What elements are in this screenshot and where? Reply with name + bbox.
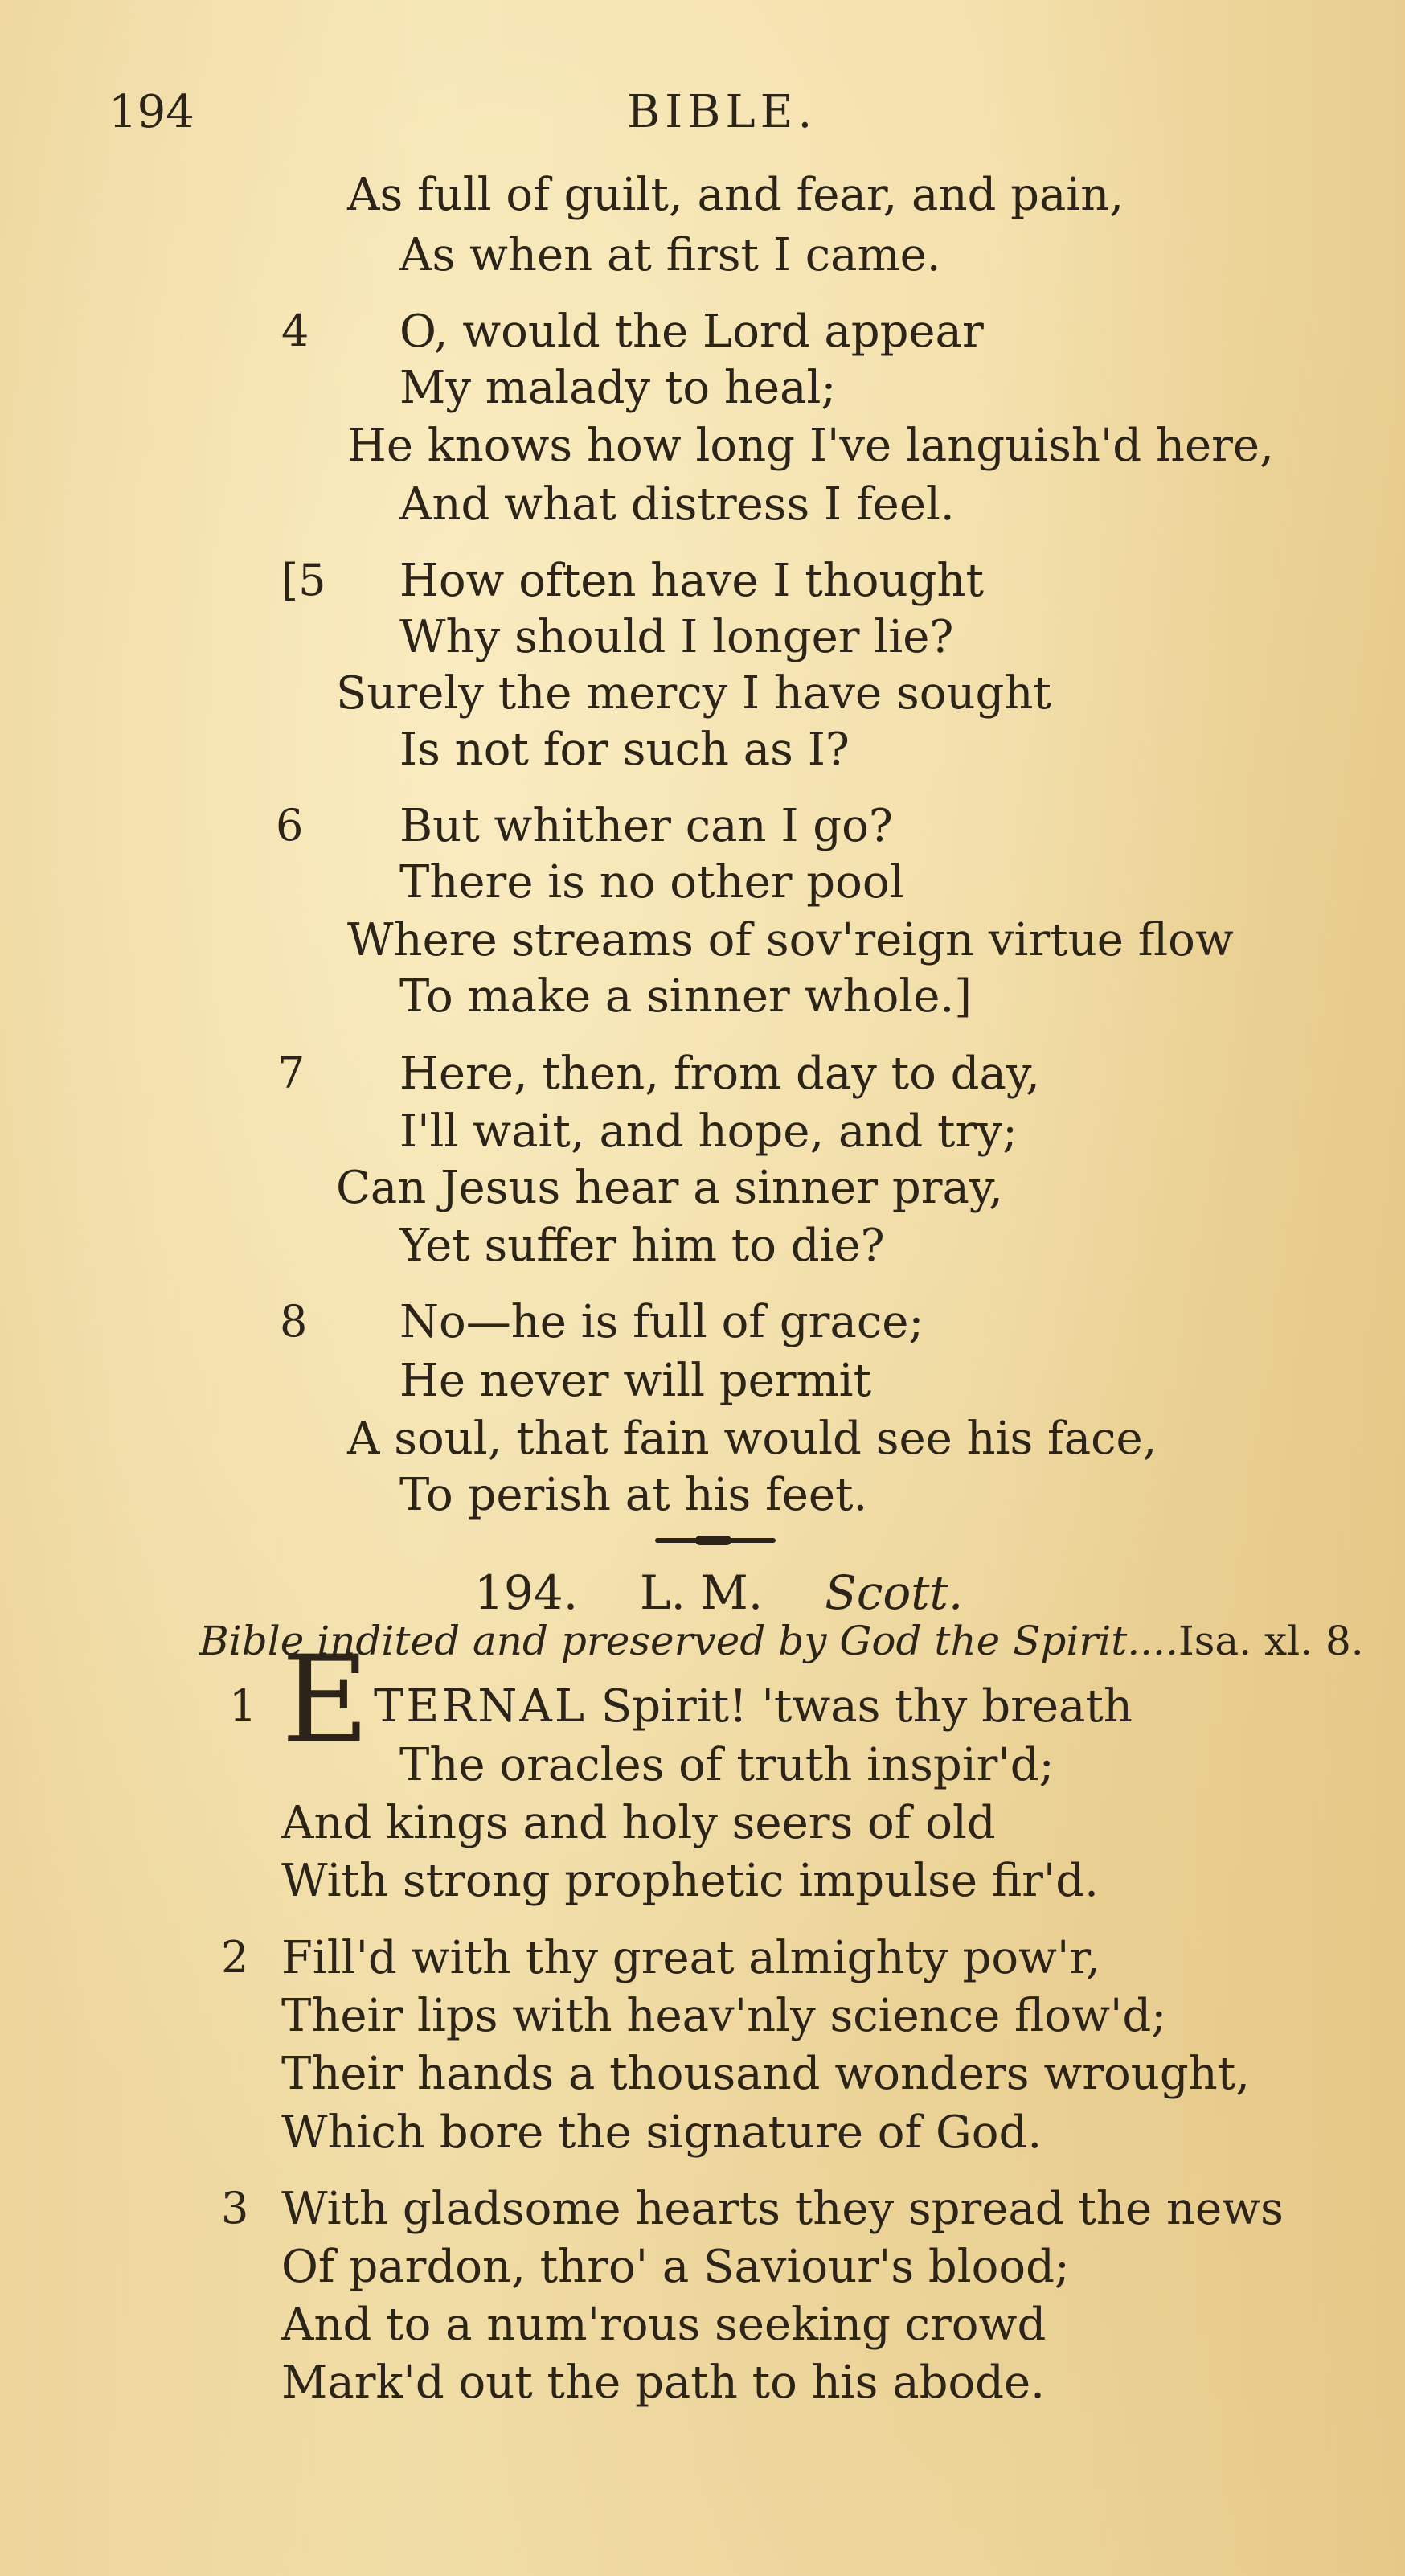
verse-line: With strong prophetic impulse fir'd. <box>281 1855 1099 1907</box>
verse-line: Which bore the signature of God. <box>281 2106 1042 2159</box>
drop-cap: E <box>281 1631 370 1770</box>
verse-line <box>374 1680 1133 1733</box>
running-title: BIBLE. <box>627 86 817 138</box>
verse-line: Of pardon, thro' a Saviour's blood; <box>281 2241 1070 2293</box>
verse-line: My malady to heal; <box>399 362 837 414</box>
verse-line: And to a num'rous seeking crowd <box>281 2299 1047 2351</box>
hymn-heading <box>474 1565 964 1620</box>
verse-number: [5 <box>281 555 326 605</box>
verse-line: Yet suffer him to die? <box>399 1220 885 1272</box>
verse-number: 6 <box>276 800 304 851</box>
hymn-meter: L. M. <box>640 1565 764 1620</box>
verse-line: O, would the Lord appear <box>399 306 984 358</box>
first-word-rest: TERNAL <box>374 1680 588 1733</box>
verse-line: To make a sinner whole.] <box>399 970 972 1023</box>
verse-line: Where streams of sov'reign virtue flow <box>347 914 1234 966</box>
verse-line: Can Jesus hear a sinner pray, <box>336 1162 1003 1214</box>
scripture-reference: Isa. xl. 8. <box>1178 1618 1364 1664</box>
verse-number: 7 <box>277 1048 305 1098</box>
hymn-subtitle <box>199 1618 1364 1664</box>
verse-line: Their hands a thousand wonders wrought, <box>281 2048 1251 2100</box>
verse-line: He never will permit <box>399 1355 872 1407</box>
page-number: 194 <box>109 86 195 138</box>
hymn-author: Scott. <box>825 1565 964 1620</box>
verse-line: Surely the mercy I have sought <box>336 667 1051 720</box>
verse-line: And what distress I feel. <box>399 478 955 531</box>
verse-line: As full of guilt, and fear, and pain, <box>347 169 1124 221</box>
verse-line: I'll wait, and hope, and try; <box>399 1105 1018 1158</box>
verse-line: Fill'd with thy great almighty pow'r, <box>281 1932 1100 1984</box>
verse-line: Why should I longer lie? <box>399 611 954 663</box>
verse-line: And kings and holy seers of old <box>281 1797 996 1849</box>
hymn-subtitle-text: Bible indited and preserved by God the Spirit.... <box>199 1618 1178 1664</box>
verse-line: But whither can I go? <box>399 800 893 852</box>
verse-line: A soul, that fain would see his face, <box>347 1413 1157 1465</box>
verse-line: Their lips with heav'nly science flow'd; <box>281 1990 1167 2042</box>
verse-line: The oracles of truth inspir'd; <box>399 1739 1055 1791</box>
hymn-number: 194. <box>474 1565 579 1620</box>
verse-line: There is no other pool <box>399 856 904 909</box>
verse-number: 4 <box>281 306 309 356</box>
verse-line: Is not for such as I? <box>399 724 850 776</box>
verse-line: As when at first I came. <box>399 229 941 281</box>
verse-line: He knows how long I've languish'd here, <box>347 420 1274 472</box>
verse-number: 3 <box>221 2183 249 2233</box>
section-divider <box>655 1538 776 1543</box>
verse-line: With gladsome hearts they spread the news <box>281 2183 1284 2235</box>
verse-line-text: Spirit! 'twas thy breath <box>600 1680 1133 1733</box>
verse-line: How often have I thought <box>399 555 984 607</box>
verse-number: 1 <box>229 1680 257 1731</box>
verse-line: To perish at his feet. <box>399 1469 868 1521</box>
verse-line: Mark'd out the path to his abode. <box>281 2357 1045 2409</box>
verse-line: Here, then, from day to day, <box>399 1048 1040 1100</box>
verse-number: 8 <box>280 1296 308 1347</box>
verse-line: No—he is full of grace; <box>399 1296 924 1348</box>
verse-number: 2 <box>221 1932 249 1983</box>
